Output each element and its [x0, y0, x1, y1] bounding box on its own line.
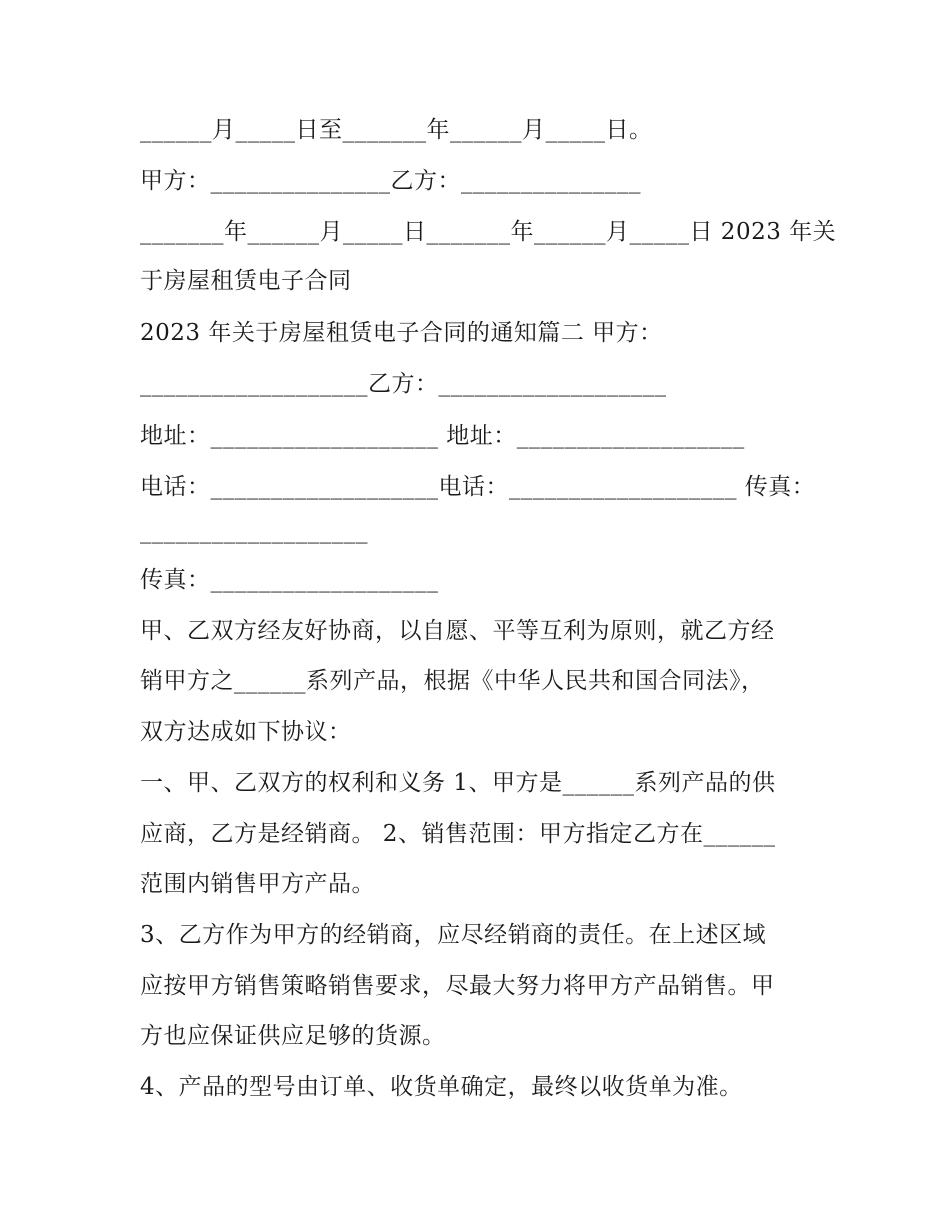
contract-paragraph-line: 甲、乙双方经友好协商，以自愿、平等互利为原则，就乙方经: [140, 618, 775, 644]
contract-line-phone: 电话：___________________电话：___________________ 传真：: [140, 474, 816, 500]
contract-clause-line: 一、甲、乙双方的权利和义务 1、甲方是______系列产品的供: [140, 770, 776, 796]
contract-line-title-continued: 于房屋租赁电子合同: [140, 268, 352, 294]
contract-line-parties: ___________________乙方：___________________: [140, 371, 667, 397]
contract-line-period: ______月_____日至_______年______月_____日。: [140, 117, 653, 143]
contract-clause-line: 3、乙方作为甲方的经销商，应尽经销商的责任。在上述区域: [140, 922, 767, 948]
contract-line-dates: _______年______月_____日_______年______月_____日 2023 年关: [140, 219, 837, 245]
contract-clause-line: 方也应保证供应足够的货源。: [140, 1023, 446, 1049]
contract-line-address: 地址：___________________ 地址：___________________: [140, 423, 745, 449]
contract-line-fax: 传真：___________________: [140, 567, 439, 593]
contract-paragraph-line: 双方达成如下协议：: [140, 719, 352, 745]
contract-paragraph-line: 销甲方之______系列产品，根据《中华人民共和国合同法》，: [140, 668, 765, 694]
contract-clause-line: 4、产品的型号由订单、收货单确定，最终以收货单为准。: [140, 1074, 743, 1100]
contract-section-title: 2023 年关于房屋租赁电子合同的通知篇二 甲方：: [140, 320, 663, 346]
contract-clause-line: 应商，乙方是经销商。 2、销售范围：甲方指定乙方在______: [140, 821, 776, 847]
contract-clause-line: 范围内销售甲方产品。: [140, 871, 375, 897]
contract-line-signatures: 甲方：_______________乙方：_______________: [140, 168, 641, 194]
contract-clause-line: 应按甲方销售策略销售要求，尽最大努力将甲方产品销售。甲: [140, 973, 775, 999]
contract-line-fax-blank: ___________________: [140, 518, 368, 544]
